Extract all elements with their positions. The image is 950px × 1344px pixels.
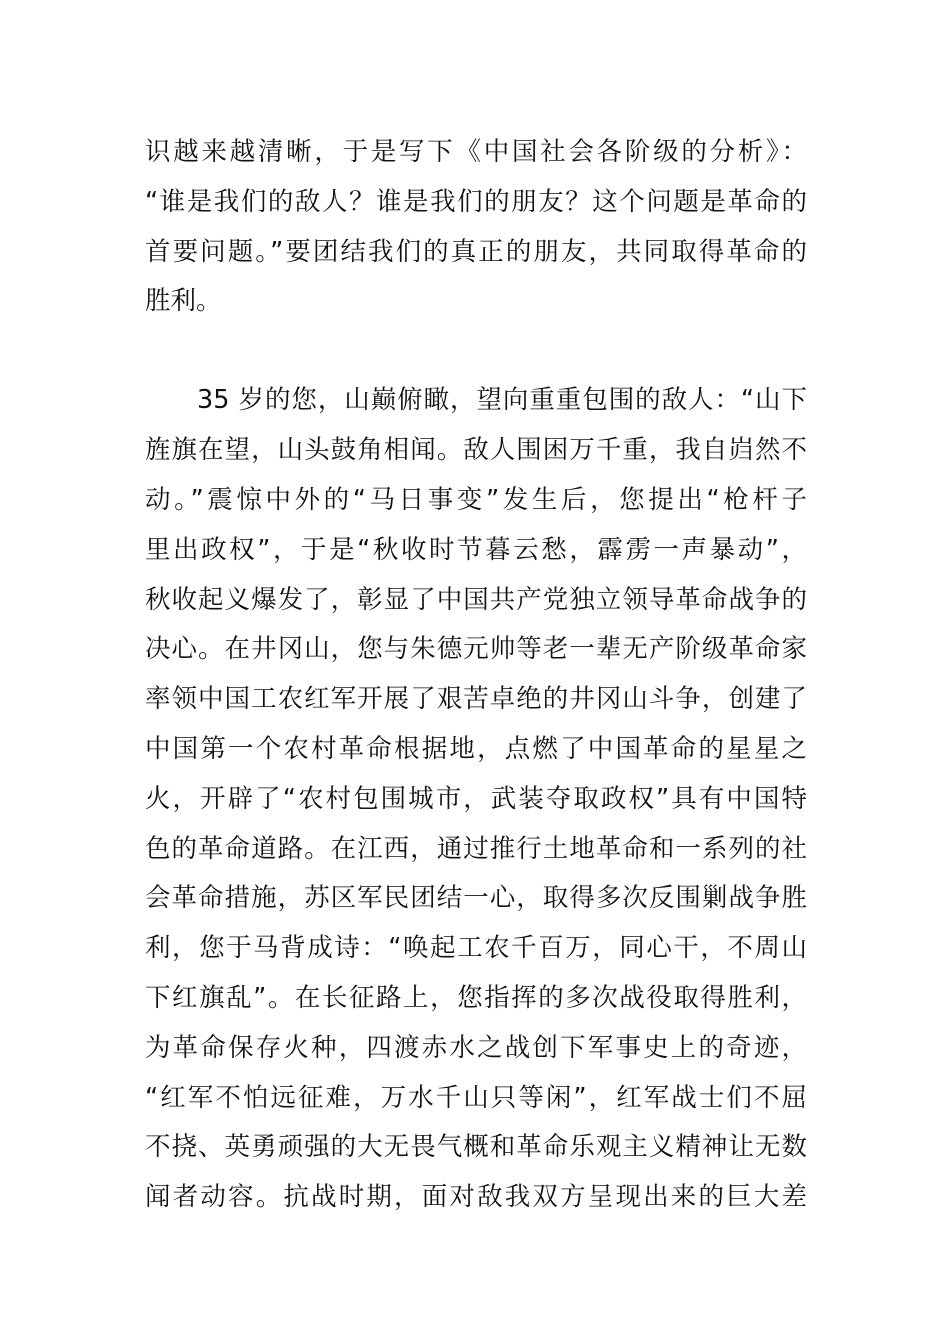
- text-line: 利，您于马背成诗：“唤起工农千百万，同心干，不周山: [145, 933, 807, 963]
- text-line: 为革命保存火种，四渡赤水之战创下军事史上的奇迹，: [145, 1033, 807, 1063]
- text-line: 胜利。: [145, 286, 222, 316]
- text-line: 不挠、英勇顽强的大无畏气概和革命乐观主义精神让无数: [145, 1132, 807, 1162]
- text-line: 里出政权”，于是“秋收时节暮云愁，霹雳一声暴动”，: [145, 535, 807, 565]
- text-line: 秋收起义爆发了，彰显了中国共产党独立领导革命战争的: [145, 585, 807, 615]
- text-line: “谁是我们的敌人？谁是我们的朋友？这个问题是革命的: [145, 187, 807, 217]
- text-line: 旌旗在望，山头鼓角相闻。敌人围困万千重，我自岿然不: [145, 435, 807, 465]
- text-line: 识越来越清晰，于是写下《中国社会各阶级的分析》：: [145, 137, 807, 167]
- text-line: 35 岁的您，山巅俯瞰，望向重重包围的敌人：“山下: [197, 385, 807, 415]
- text-line: “红军不怕远征难，万水千山只等闲”，红军战士们不屈: [145, 1083, 807, 1113]
- text-line: 中国第一个农村革命根据地，点燃了中国革命的星星之: [145, 734, 807, 764]
- text-line: 首要问题。”要团结我们的真正的朋友，共同取得革命的: [145, 237, 807, 267]
- text-line: 闻者动容。抗战时期，面对敌我双方呈现出来的巨大差: [145, 1182, 807, 1212]
- text-line: 火，开辟了“农村包围城市，武装夺取政权”具有中国特: [145, 784, 807, 814]
- text-line: 率领中国工农红军开展了艰苦卓绝的井冈山斗争，创建了: [145, 684, 807, 714]
- text-line: 下红旗乱”。在长征路上，您指挥的多次战役取得胜利，: [145, 983, 807, 1013]
- text-line: 动。”震惊中外的“马日事变”发生后，您提出“枪杆子: [145, 485, 807, 515]
- text-line: 决心。在井冈山，您与朱德元帅等老一辈无产阶级革命家: [145, 634, 807, 664]
- text-line: 会革命措施，苏区军民团结一心，取得多次反围剿战争胜: [145, 883, 807, 913]
- text-line: 色的革命道路。在江西，通过推行土地革命和一系列的社: [145, 834, 807, 864]
